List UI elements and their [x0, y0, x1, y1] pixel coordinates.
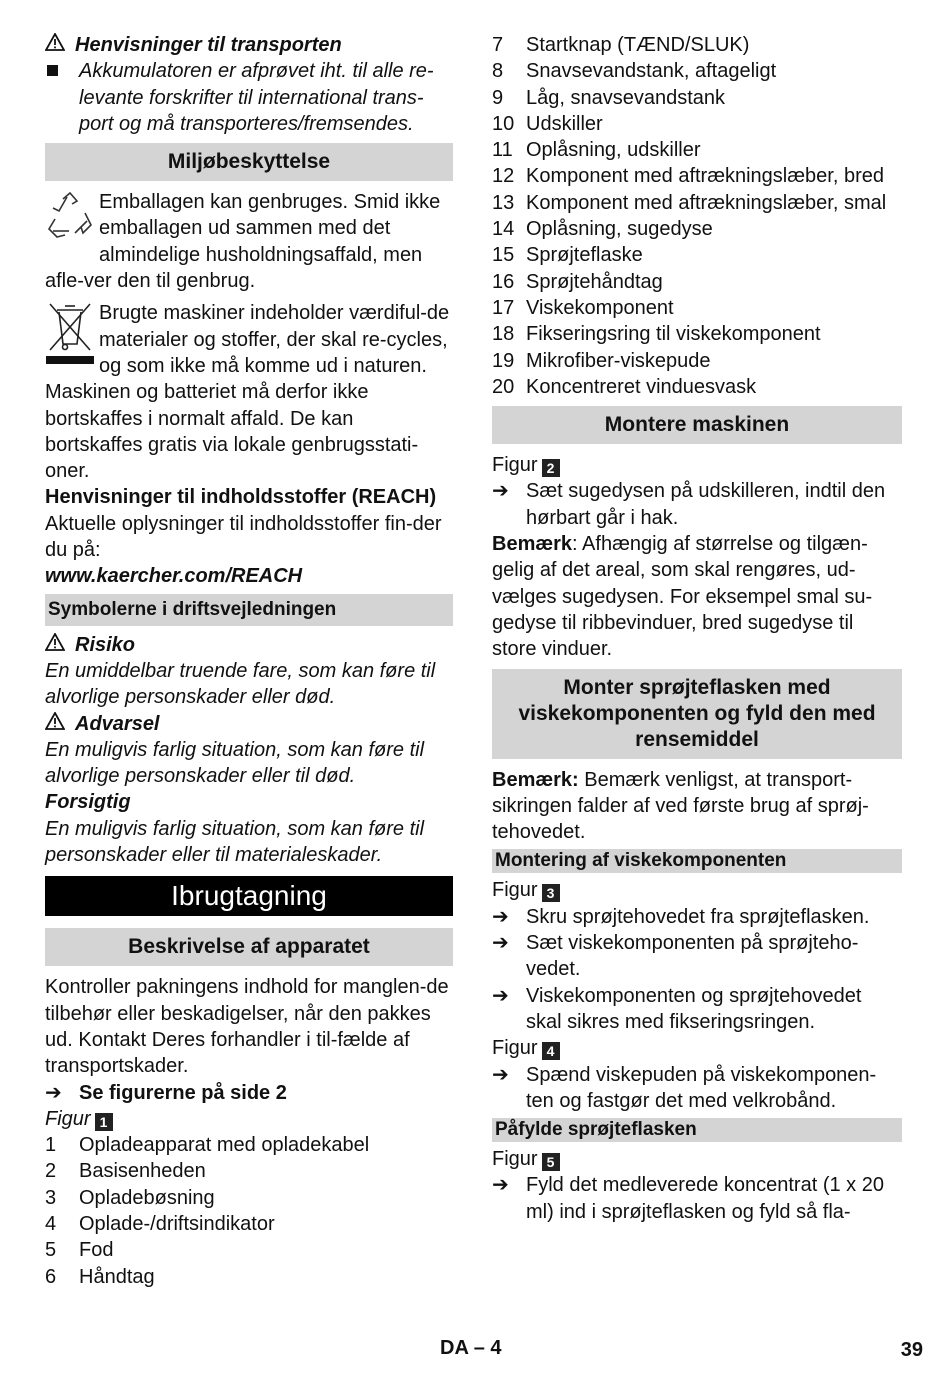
list-item: 6 Håndtag — [45, 1265, 155, 1288]
arrow-right-icon: ➔ — [492, 1174, 509, 1197]
list-item: 10 Udskiller — [492, 112, 603, 135]
left-column — [45, 32, 453, 1290]
list-item: 18 Fikseringsring til viskekomponent — [492, 323, 821, 346]
figure-ref: Figur 2 — [492, 452, 902, 478]
list-item: 7 Startknap (TÆND/SLUK) — [492, 34, 750, 56]
transport-item: Akkumulatoren er afprøvet iht. til alle re-levante forskrifter til international trans-port og må transporteres/fremsendes. — [45, 58, 453, 137]
transport-heading: Henvisninger til transporten — [45, 32, 453, 58]
wipe-step: ➔ Viskekomponenten og sprøjtehovedet skal sikres med fikseringsringen. — [492, 984, 862, 1033]
footer-language-page: DA – 4 — [440, 1337, 502, 1359]
list-item: 12 Komponent med aftrækningslæber, bred — [492, 165, 884, 188]
list-item: 17 Viskekomponent — [492, 296, 674, 319]
warning-label: Advarsel — [45, 711, 453, 737]
list-item: 20 Koncentreret vinduesvask — [492, 375, 757, 398]
note-paragraph: Bemærk: Afhængig af størrelse og tilgæn-gelig af det areal, som skal rengøres, ud-vælges sugedysen. For eksempel smal su-gedyse til ribbevinduer, bred sugedyse til store vinduer. — [492, 533, 873, 661]
list-item: 2 Basisenheden — [45, 1160, 206, 1183]
parts-list-left — [45, 1132, 453, 1290]
square-bullet-icon — [47, 65, 58, 76]
fill-step: ➔ Fyld det medleverede koncentrat (1 x 20 ml) ind i sprøjteflasken og fyld så fla- — [492, 1174, 884, 1223]
figure-ref: Figur 3 — [492, 877, 902, 903]
list-item: 3 Opladebøsning — [45, 1186, 215, 1209]
right-column — [492, 32, 902, 1225]
list-item: 9 Låg, snavsevandstank — [492, 86, 726, 109]
reach-text: Aktuelle oplysninger til indholdsstoffer fin-der du på: — [45, 512, 442, 562]
figure-number-badge: 1 — [95, 1113, 113, 1131]
wipe-step: ➔ Sæt viskekomponenten på sprøjteho-vedet. — [492, 932, 859, 981]
caution-label: Forsigtig — [45, 791, 131, 814]
risk-text: En umiddelbar truende fare, som kan føre til alvorlige personskader eller død. — [45, 659, 436, 709]
risk-label: Risiko — [45, 632, 453, 658]
arrow-right-icon: ➔ — [492, 932, 509, 955]
list-item: 11 Oplåsning, udskiller — [492, 139, 701, 162]
warning-triangle-icon — [45, 632, 65, 658]
list-item: 1 Opladeapparat med opladekabel — [45, 1134, 370, 1157]
list-item: 4 Oplade-/driftsindikator — [45, 1212, 275, 1235]
parts-list-right — [492, 32, 902, 400]
warning-triangle-icon — [45, 32, 65, 58]
wipe-heading: Montering af viskekomponenten — [492, 849, 902, 873]
arrow-right-icon: ➔ — [492, 480, 509, 503]
note2-paragraph: Bemærk: Bemærk venligst, at transport-sikringen falder af ved første brug af sprøj-tehovedet. — [492, 768, 869, 844]
list-item: 13 Komponent med aftrækningslæber, smal — [492, 191, 887, 214]
fill-heading: Påfylde sprøjteflasken — [492, 1118, 902, 1142]
mount-heading: Montere maskinen — [492, 406, 902, 444]
arrow-right-icon: ➔ — [45, 1081, 62, 1104]
env-paragraph-2: Brugte maskiner indeholder værdiful-de materialer og stoffer, der skal re-cycles, og som ikke må komme ud i naturen. Maskinen og batteriet må derfor ikke bortskaffes i normalt affald. De kan bortskaffes gratis via lokale genbrugsstati-oner. — [45, 302, 450, 483]
arrow-right-icon: ➔ — [492, 1063, 509, 1086]
list-item: 19 Mikrofiber-viskepude — [492, 349, 711, 372]
warning-text: En muligvis farlig situation, som kan føre til alvorlige personskader eller til død. — [45, 738, 425, 788]
list-item: 5 Fod — [45, 1239, 114, 1262]
figure-ref: Figur 5 — [492, 1146, 902, 1172]
figure-ref: Figur 1 — [45, 1106, 453, 1132]
reach-heading: Henvisninger til indholdsstoffer (REACH) — [45, 486, 437, 509]
figure-number-badge: 5 — [542, 1153, 560, 1171]
recycle-icon — [45, 191, 97, 243]
page-number: 39 — [900, 1339, 923, 1361]
mount-step: ➔ Sæt sugedysen på udskilleren, indtil den hørbart går i hak. — [492, 480, 886, 529]
list-item: 14 Oplåsning, sugedyse — [492, 218, 713, 241]
figure-ref: Figur 4 — [492, 1035, 902, 1061]
desc-heading: Beskrivelse af apparatet — [45, 928, 453, 966]
arrow-right-icon: ➔ — [492, 905, 509, 928]
symbols-heading: Symbolerne i driftsvejledningen — [45, 594, 453, 626]
wipe-step: ➔ Skru sprøjtehovedet fra sprøjteflasken. — [492, 904, 902, 930]
list-item: 8 Snavsevandstank, aftageligt — [492, 60, 777, 83]
warning-triangle-icon — [45, 711, 65, 737]
spray-heading: Monter sprøjteflasken med viskekomponenten og fyld den med rensemiddel — [492, 669, 902, 759]
list-item: 15 Sprøjteflaske — [492, 244, 643, 267]
figure-number-badge: 2 — [542, 459, 560, 477]
desc-text: Kontroller pakningens indhold for manglen-de tilbehør eller beskadigelser, når den pakkes ud. Kontakt Deres forhandler i til-fælde af transportskader. — [45, 976, 449, 1078]
reach-url[interactable]: www.kaercher.com/REACH — [45, 565, 303, 588]
figure-number-badge: 4 — [542, 1042, 560, 1060]
crossed-bin-icon — [45, 300, 97, 368]
arrow-right-icon: ➔ — [492, 984, 509, 1007]
figure-number-badge: 3 — [542, 884, 560, 902]
env-heading: Miljøbeskyttelse — [45, 143, 453, 181]
pad-step: ➔ Spænd viskepuden på viskekomponen-ten og fastgør det med velkrobånd. — [492, 1063, 877, 1112]
section-title: Ibrugtagning — [45, 876, 453, 916]
list-item: 16 Sprøjtehåndtag — [492, 270, 663, 293]
env-paragraph-1: Emballagen kan genbruges. Smid ikke emballagen ud sammen med det almindelige husholdningsaffald, men afle-ver den til genbrug. — [45, 191, 441, 293]
see-figures: ➔ Se figurerne på side 2 — [45, 1080, 453, 1106]
caution-text: En muligvis farlig situation, som kan føre til personskader eller til materialeskader. — [45, 817, 425, 867]
